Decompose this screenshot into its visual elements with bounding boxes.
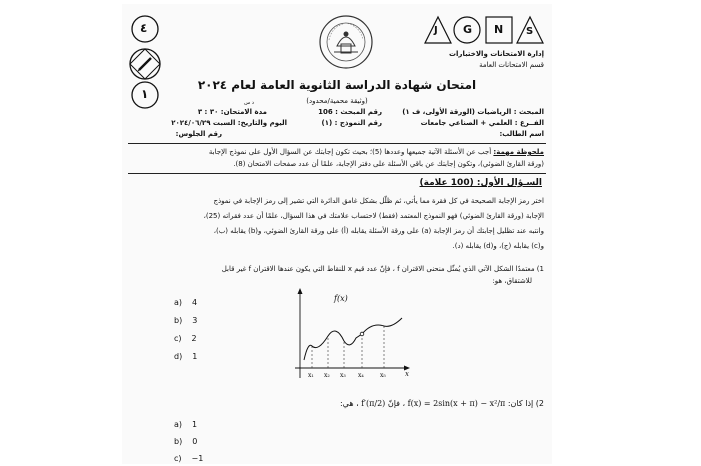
model-number: رقم النموذج : (١) — [321, 119, 382, 127]
model-badge-number: ١ — [141, 87, 149, 101]
function-curve — [304, 318, 402, 360]
item-2-option-a[interactable] — [174, 420, 197, 429]
jordan-seal — [318, 14, 374, 70]
item-2-prefix: إذا كان: — [507, 399, 534, 408]
branch-line: الفــرع : العلمي + الصناعي جامعات — [420, 119, 544, 127]
item-2-option-c[interactable] — [174, 454, 203, 463]
divider-top — [128, 143, 546, 144]
option-label: c) — [174, 454, 182, 463]
duration-unit: د س — [244, 100, 254, 106]
item-2-stem — [128, 398, 544, 409]
option-label: b) — [174, 437, 183, 446]
page-number-badge — [128, 14, 162, 44]
pen-icon — [126, 46, 164, 82]
option-label: b) — [174, 316, 183, 325]
option-value: 1 — [192, 352, 198, 361]
tick-x3: x₃ — [340, 372, 346, 379]
item-2-suffix: ، فإنّ — [387, 399, 406, 408]
intro-line-2: الإجابة (ورقة القارئ الضوئي) فهو النموذج المعتمد (فقط) لاحتساب علامتك في هذا السؤال، علمًا أن عدد فقراته (25)، — [203, 212, 544, 220]
option-value: −1 — [191, 454, 204, 463]
duration: مدة الامتحان: ٣٠ : ٣ — [197, 108, 267, 116]
logo-letter-g: G — [463, 23, 473, 36]
question-one-title: السـؤال الأول: (100 علامة) — [419, 178, 542, 188]
pen-badge — [126, 46, 164, 82]
tick-x4: x₄ — [358, 372, 364, 379]
option-value: 3 — [192, 316, 198, 325]
item-1-stem — [128, 264, 544, 274]
student-name-label: اسم الطالب: — [499, 130, 544, 138]
y-axis-arrow — [298, 288, 303, 294]
model-badge — [128, 80, 162, 110]
graph-canvas — [292, 286, 412, 384]
option-value: 4 — [192, 298, 198, 307]
option-label: d) — [174, 352, 183, 361]
item-2-option-b[interactable] — [174, 437, 197, 446]
logo-letter-j: J — [434, 25, 438, 36]
item-2-formula: f(x) = 2sin(x + π) − x²/π — [407, 399, 506, 408]
item-1-option-c[interactable] — [174, 334, 197, 343]
exam-page — [122, 4, 552, 464]
option-value: 1 — [192, 420, 198, 429]
classification: (وثيقة محمية/محدود) — [306, 97, 368, 105]
item-1-option-b[interactable] — [174, 316, 197, 325]
subject-code: رقم المبحث : 106 — [318, 108, 382, 116]
option-value: 2 — [191, 334, 197, 343]
option-value: 0 — [192, 437, 198, 446]
important-note — [128, 147, 544, 157]
tick-x5: x₅ — [380, 372, 386, 379]
note-text-line2: (ورقة القارئ الضوئي)، وتكون إجابتك عن باقي الأسئلة على دفتر الإجابة، علمًا أن عدد صفحات الامتحان (8). — [233, 160, 544, 168]
open-point — [360, 332, 364, 336]
jgns-logo — [422, 12, 546, 46]
divider-mid — [128, 173, 546, 174]
item-2-number: 2) — [535, 399, 544, 408]
seal-icon — [318, 14, 374, 70]
note-label: ملحوظة مهمة: — [493, 148, 544, 156]
item-1-text: معتمدًا الشكل الآتي الذي يُمثّل منحنى الاقتران f ، فإنّ عدد قيم x للنقاط التي يكون عندها الاقتران f غير قابل — [221, 265, 535, 273]
exam-title: امتحان شهادة الدراسة الثانوية العامة لعام ٢٠٢٤ — [197, 78, 477, 92]
item-1-option-a[interactable] — [174, 298, 197, 307]
logo-letter-n: N — [494, 23, 504, 36]
note-text: أجب عن الأسئلة الآتية جميعها وعددها (5)؛ بحيث تكون إجابتك عن السؤال الأول على نموذج الإجابة — [208, 148, 492, 156]
intro-line-3: وانتبه عند تظليل إجابتك أن رمز الإجابة (a) على ورقة الأسئلة يقابله (أ) على ورقة القارئ الضوئي، و(b) يقابله (ب)، — [213, 227, 544, 235]
curve-label: f(x) — [334, 294, 348, 303]
item-1-stem-line2: للاشتقاق، هو: — [492, 277, 532, 285]
item-1-option-d[interactable] — [174, 352, 197, 361]
exam-date: اليوم والتاريخ: السبت ٢٠٢٤/٠٦/٢٩ — [171, 119, 287, 127]
option-label: a) — [174, 298, 183, 307]
item-2-end: ، هي: — [339, 399, 359, 408]
intro-line-1: اختر رمز الإجابة الصحيحة في كل فقرة مما يأتي، ثم ظلّل بشكل غامق الدائرة التي تشير إلى رمز الإجابة في نموذج — [213, 197, 544, 205]
function-graph — [292, 286, 412, 384]
option-label: c) — [174, 334, 182, 343]
subject-line: المبحث : الرياضيات (الورقة الأولى، ف ١) — [402, 108, 544, 116]
intro-line-4: و(c) يقابله (ج)، و(d) يقابله (د). — [452, 242, 544, 250]
item-1-number: 1) — [536, 265, 544, 273]
org-name: إدارة الامتحانات والاختبارات — [448, 50, 544, 58]
option-label: a) — [174, 420, 183, 429]
seat-number-label: رقم الجلوس: — [175, 130, 222, 138]
tick-x1: x₁ — [308, 372, 314, 379]
x-axis-label: x — [405, 370, 409, 378]
page-number: ٤ — [140, 21, 148, 35]
logo-letter-s: S — [526, 26, 534, 37]
org-department: قسم الامتحانات العامة — [479, 61, 544, 69]
item-2-ask: f′(π/2) — [361, 399, 386, 408]
tick-x2: x₂ — [324, 372, 330, 379]
